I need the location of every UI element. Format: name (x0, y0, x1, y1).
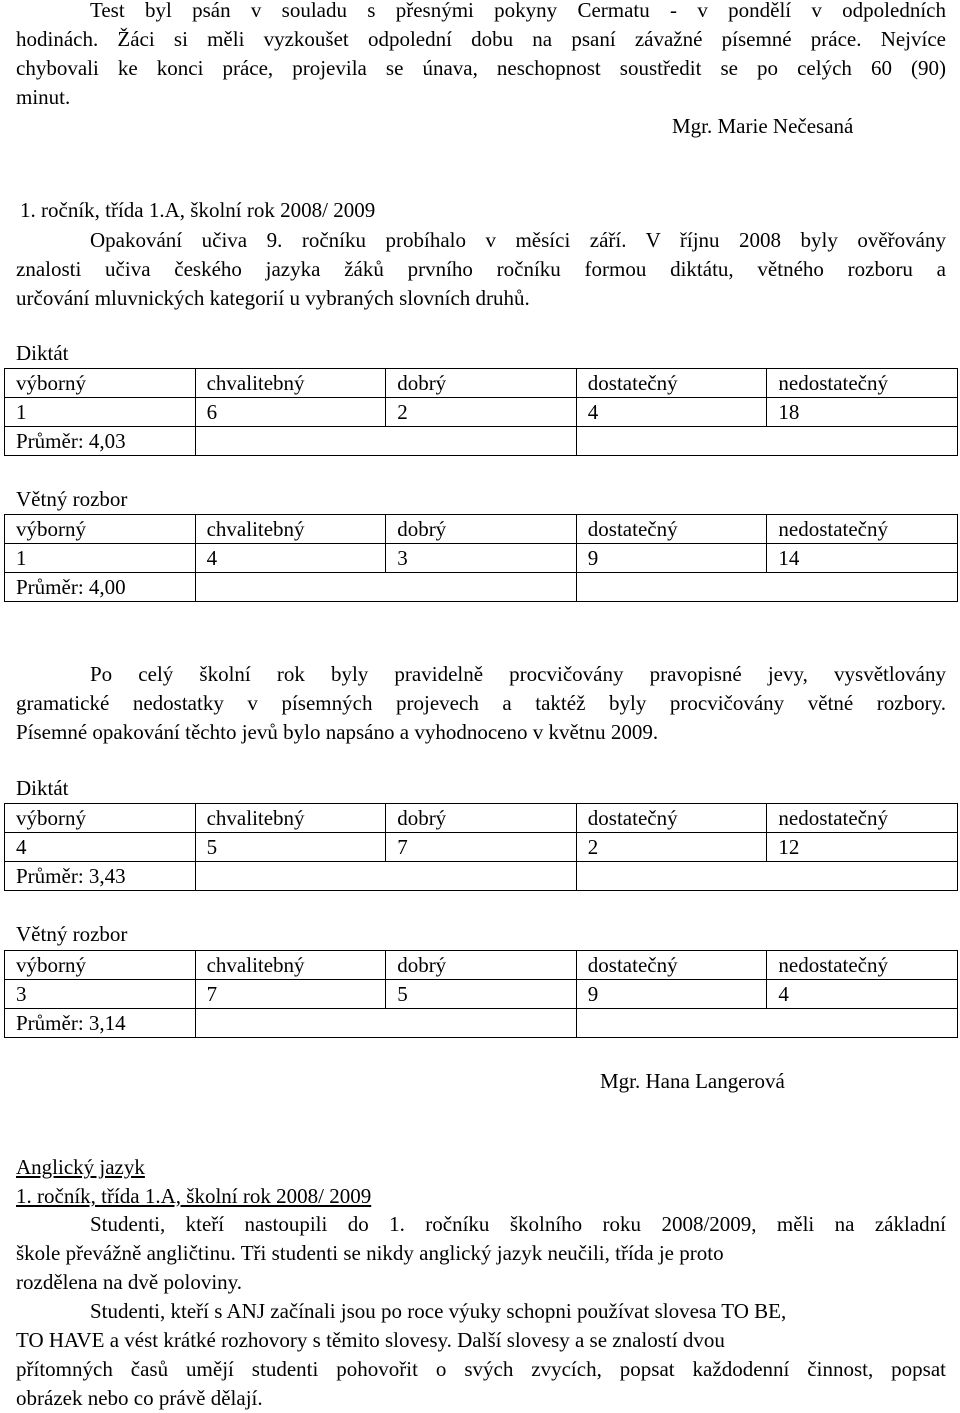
empty-cell (195, 427, 576, 456)
grade-value-cell: 6 (195, 398, 386, 427)
intro-line: minut. (16, 85, 71, 109)
english-paragraph-2 (16, 1297, 946, 1413)
grade-value-cell: 1 (5, 398, 196, 427)
grade-header-cell: nedostatečný (767, 369, 958, 398)
grade-value-cell: 9 (576, 544, 767, 573)
english-subject-heading: Anglický jazyk (16, 1155, 145, 1179)
grade-value-cell: 4 (576, 398, 767, 427)
grade-value-cell: 1 (5, 544, 196, 573)
middle-paragraph (16, 660, 946, 747)
grade-value-cell: 9 (576, 980, 767, 1009)
empty-cell (195, 1009, 576, 1038)
grade-header-row (5, 951, 958, 980)
intro-paragraph (16, 0, 946, 112)
grade-average-row (5, 1009, 958, 1038)
english-paragraph-line: obrázek nebo co právě dělají. (16, 1386, 263, 1410)
grade-header-cell: dobrý (386, 804, 577, 833)
grade-value-cell: 7 (386, 833, 577, 862)
middle-paragraph-line: Po celý školní rok byly pravidelně procvičovány pravopisné jevy, vysvětlovány (90, 662, 946, 686)
grade-value-cell: 7 (195, 980, 386, 1009)
grade-header-cell: dobrý (386, 951, 577, 980)
signature-necesana: Mgr. Marie Nečesaná (672, 114, 854, 138)
grade-value-cell: 4 (767, 980, 958, 1009)
empty-cell (576, 427, 957, 456)
grade-header-cell: chvalitebný (195, 951, 386, 980)
middle-paragraph-line: Písemné opakování těchto jevů bylo napsáno a vyhodnoceno v květnu 2009. (16, 720, 659, 744)
intro-line: chybovali ke konci práce, projevila se únava, neschopnost soustředit se po celých 60 (90) (16, 56, 946, 80)
empty-cell (576, 1009, 957, 1038)
grade-value-row (5, 398, 958, 427)
table-title: Diktát (16, 776, 69, 800)
czech-paragraph-line: Opakování učiva 9. ročníku probíhalo v měsíci září. V říjnu 2008 byly ověřovány (90, 228, 946, 252)
grade-value-cell: 2 (576, 833, 767, 862)
grade-value-cell: 4 (195, 544, 386, 573)
empty-cell (576, 573, 957, 602)
grade-header-cell: dostatečný (576, 951, 767, 980)
czech-paragraph (16, 226, 946, 313)
english-paragraph-line: Studenti, kteří nastoupili do 1. ročníku školního roku 2008/2009, měli na základní (90, 1212, 946, 1236)
english-class-line: 1. ročník, třída 1.A, školní rok 2008/ 2009 (16, 1184, 372, 1208)
grade-value-cell: 3 (5, 980, 196, 1009)
grade-average-row (5, 573, 958, 602)
table-title: Diktát (16, 341, 69, 365)
grade-value-row (5, 544, 958, 573)
grade-header-cell: chvalitebný (195, 804, 386, 833)
czech-class-line: 1. ročník, třída 1.A, školní rok 2008/ 2009 (20, 198, 376, 222)
grade-header-row (5, 804, 958, 833)
english-paragraph-1 (16, 1210, 946, 1297)
english-paragraph-line: rozdělena na dvě poloviny. (16, 1270, 243, 1294)
grade-header-cell: výborný (5, 951, 196, 980)
grade-value-cell: 4 (5, 833, 196, 862)
grade-header-cell: výborný (5, 515, 196, 544)
grade-average-cell: Průměr: 3,43 (5, 862, 196, 891)
grade-header-cell: chvalitebný (195, 515, 386, 544)
grade-header-cell: nedostatečný (767, 951, 958, 980)
grade-average-row (5, 862, 958, 891)
grade-header-cell: výborný (5, 369, 196, 398)
grade-average-cell: Průměr: 4,00 (5, 573, 196, 602)
table-title: Větný rozbor (16, 487, 128, 511)
grade-value-cell: 5 (195, 833, 386, 862)
grade-header-cell: dostatečný (576, 515, 767, 544)
english-paragraph-line: TO HAVE a vést krátké rozhovory s těmito slovesy. Další slovesy a se znalostí dvou (16, 1328, 725, 1352)
empty-cell (195, 862, 576, 891)
intro-line: Test byl psán v souladu s přesnými pokyny Cermatu - v pondělí v odpoledních (90, 0, 946, 22)
grade-average-cell: Průměr: 3,14 (5, 1009, 196, 1038)
grade-table (4, 514, 958, 602)
intro-line: hodinách. Žáci si měli vyzkoušet odpolední dobu na psaní závažné písemné práce. Nejvíce (16, 27, 946, 51)
grade-header-cell: nedostatečný (767, 804, 958, 833)
grade-table (4, 950, 958, 1038)
grade-table (4, 803, 958, 891)
grade-value-row (5, 980, 958, 1009)
czech-paragraph-line: znalosti učiva českého jazyka žáků prvního ročníku formou diktátu, větného rozboru a (16, 257, 946, 281)
grade-value-row (5, 833, 958, 862)
grade-value-cell: 18 (767, 398, 958, 427)
grade-value-cell: 2 (386, 398, 577, 427)
grade-value-cell: 14 (767, 544, 958, 573)
grade-header-cell: dostatečný (576, 369, 767, 398)
grade-header-cell: dobrý (386, 515, 577, 544)
empty-cell (576, 862, 957, 891)
grade-header-cell: chvalitebný (195, 369, 386, 398)
grade-header-cell: dostatečný (576, 804, 767, 833)
english-paragraph-line: škole převážně angličtinu. Tři studenti se nikdy anglický jazyk neučili, třída je proto (16, 1241, 724, 1265)
grade-value-cell: 3 (386, 544, 577, 573)
table-title: Větný rozbor (16, 922, 128, 946)
signature-langerova: Mgr. Hana Langerová (600, 1069, 785, 1093)
english-paragraph-line: Studenti, kteří s ANJ začínali jsou po roce výuky schopni používat slovesa TO BE, (90, 1299, 787, 1323)
grade-header-row (5, 515, 958, 544)
grade-value-cell: 12 (767, 833, 958, 862)
middle-paragraph-line: gramatické nedostatky v písemných projevech a taktéž byly procvičovány větné rozbory. (16, 691, 946, 715)
czech-paragraph-line: určování mluvnických kategorií u vybraných slovních druhů. (16, 286, 530, 310)
english-paragraph-line: přítomných časů umějí studenti pohovořit o svých zvycích, popsat každodenní činnost, popsat (16, 1357, 946, 1381)
grade-value-cell: 5 (386, 980, 577, 1009)
grade-header-cell: dobrý (386, 369, 577, 398)
empty-cell (195, 573, 576, 602)
grade-header-cell: výborný (5, 804, 196, 833)
grade-average-row (5, 427, 958, 456)
grade-header-cell: nedostatečný (767, 515, 958, 544)
grade-header-row (5, 369, 958, 398)
grade-average-cell: Průměr: 4,03 (5, 427, 196, 456)
grade-table (4, 368, 958, 456)
